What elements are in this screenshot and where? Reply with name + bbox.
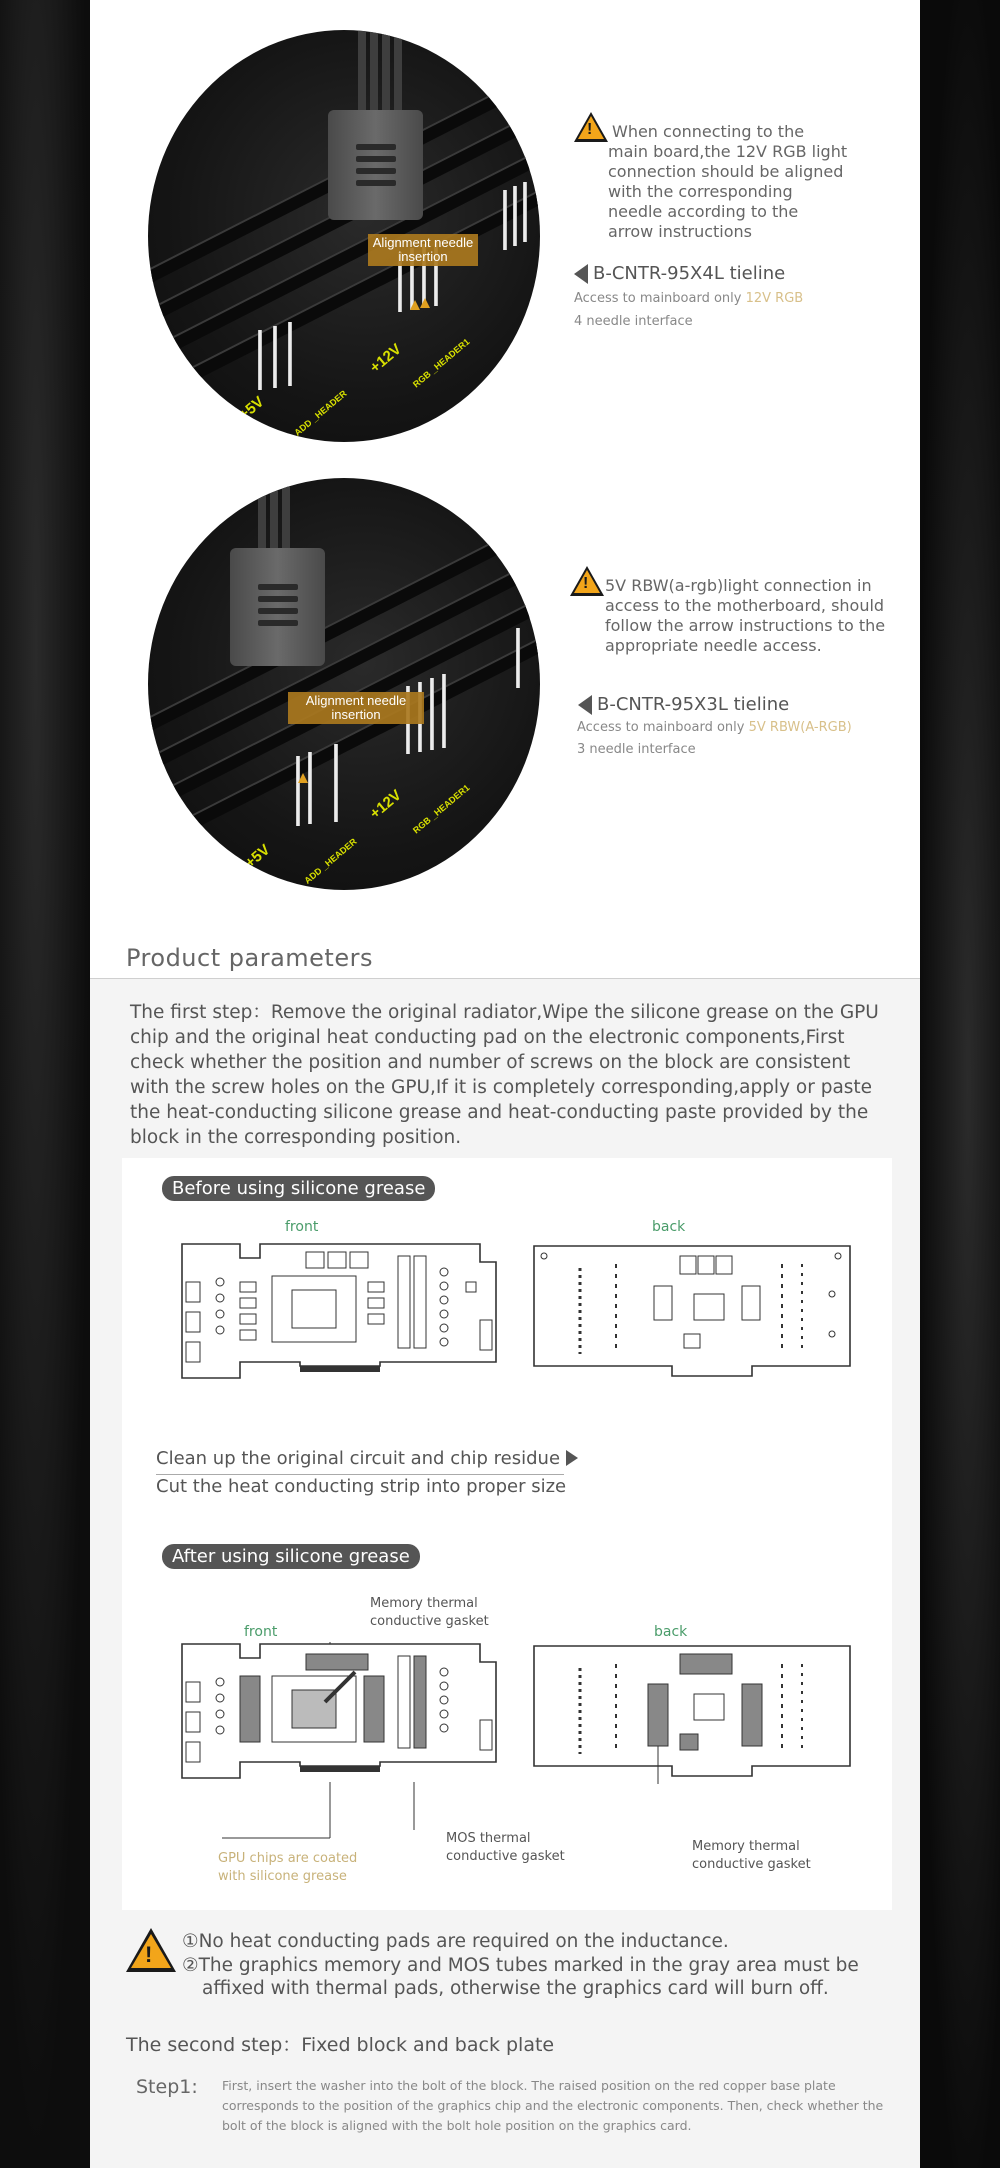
after-front-label: front <box>244 1624 278 1640</box>
warning-line-1: ①No heat conducting pads are required on the inductance. <box>182 1931 729 1952</box>
rgb-12v-connector-photo <box>148 30 540 442</box>
clean-up-text: Clean up the original circuit and chip residue <box>156 1448 578 1469</box>
pointer-left-icon-2 <box>578 695 592 715</box>
alignment-label-2: Alignment needle insertion <box>288 692 424 724</box>
note-5v: 5V RBW(a-rgb)light connection in access to the motherboard, should follow the arrow instructions to the appropriate needle access. <box>605 576 886 655</box>
alignment-label: Alignment needle insertion <box>368 234 478 266</box>
model-name: B-CNTR-95X4L tieline <box>593 263 786 284</box>
before-back-label: back <box>652 1219 686 1235</box>
silk-5v: +5V <box>235 393 268 424</box>
memory-gasket-top-label: Memory thermal conductive gasket <box>370 1596 489 1629</box>
after-title: After using silicone grease <box>162 1544 420 1569</box>
background-left <box>0 0 90 2168</box>
first-step-text: The first step：Remove the original radiator,Wipe the silicone grease on the GPU chip and the original heat conducting pad on the electronic components,First check whether the position and number of screws on the block are consistent with the screw holes on the GPU,If it is completely corresponding,apply or paste the heat-conducting silicone grease and heat-conducting paste provided by the block in the corresponding position. <box>130 1002 879 1148</box>
interface-line: 4 needle interface <box>574 314 693 329</box>
section-divider <box>90 978 920 979</box>
thermal-pad-diagram <box>122 1158 892 1910</box>
warning-line-2: ②The graphics memory and MOS tubes marked in the gray area must be affixed with thermal pads, otherwise the graphics card will burn off. <box>182 1955 859 1999</box>
memory-gasket-back-label: Memory thermal conductive gasket <box>692 1839 811 1872</box>
silk-add-header: ADD _HEADER <box>292 388 349 438</box>
rgb-5v-connector-photo <box>148 478 540 890</box>
silk-12v: +12V <box>366 340 405 377</box>
page-content <box>90 0 920 2168</box>
callout-lines <box>122 1158 892 1910</box>
background-right <box>920 0 1000 2168</box>
warning-big-mark: ! <box>145 1942 153 1967</box>
before-title: Before using silicone grease <box>162 1176 435 1201</box>
second-step-title: The second step：Fixed block and back plate <box>126 2034 555 2056</box>
access-line: Access to mainboard only 12V RGB <box>574 291 804 306</box>
gpu-coated-label: GPU chips are coated with silicone grease <box>218 1851 358 1884</box>
note-12v: When connecting to the main board,the 12V RGB light connection should be aligned with the corresponding needle according to the arrow instructions <box>608 122 848 241</box>
silk-5v-2: +5V <box>241 841 274 872</box>
model-name-2: B-CNTR-95X3L tieline <box>597 694 790 715</box>
step1-label: Step1: <box>136 2076 198 2098</box>
before-front-label: front <box>285 1219 319 1235</box>
pointer-left-icon <box>574 264 588 284</box>
warning-mark: ! <box>587 121 593 138</box>
access-line-2: Access to mainboard only 5V RBW(A-RGB) <box>577 720 852 735</box>
cut-strip-text: Cut the heat conducting strip into proper size <box>156 1476 567 1497</box>
silk-12v-2: +12V <box>366 786 405 823</box>
section-title: Product parameters <box>126 944 373 972</box>
silk-rgb-header: RGB _HEADER1 <box>411 336 472 390</box>
mos-gasket-label: MOS thermal conductive gasket <box>446 1831 565 1864</box>
warning-mark-2: ! <box>583 575 589 592</box>
silk-rgb-header-2: RGB _HEADER1 <box>411 782 472 836</box>
step1-text: First, insert the washer into the bolt of the block. The raised position on the red copper base plate corresponds to the position of the graphics chip and the electronic components. Then, check whether the bolt of the block is aligned with the bolt hole position on the graphics card. <box>222 2078 884 2133</box>
interface-line-2: 3 needle interface <box>577 742 696 757</box>
silk-add-header-2: ADD _HEADER <box>302 836 359 886</box>
after-back-label: back <box>654 1624 688 1640</box>
